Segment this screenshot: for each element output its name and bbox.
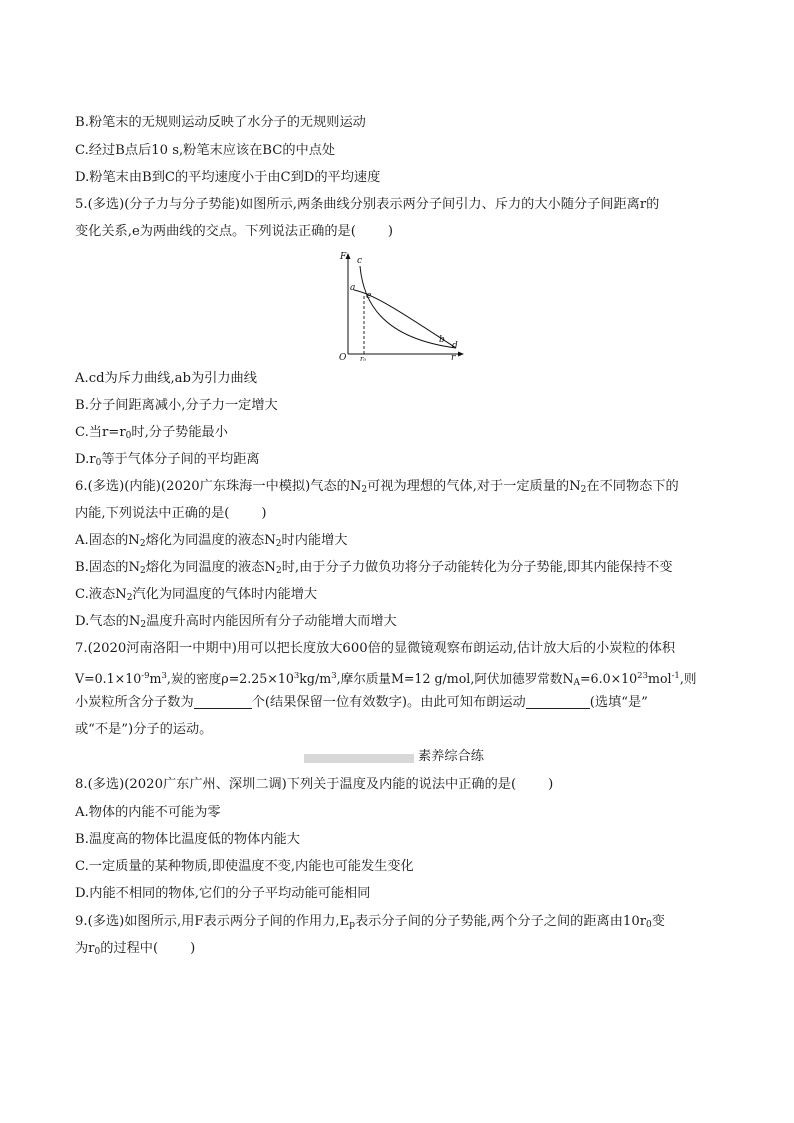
label-r0: r₀ (360, 355, 367, 362)
q6-stem-line2: 内能,下列说法中正确的是( ) (75, 506, 267, 521)
q7-line2: $V=0.1\times 10^{-9}m^3$,炭的密度$\rho=2.25\times 10^3kg/m^3$,摩尔质量M=12 g/mol,阿伏加德罗常数$N_A=6.0\times 10^{23}mol^{-1}$,则 (75, 671, 697, 688)
q5-option-d: $D.r_0$等于气体分子间的平均距离 (75, 452, 260, 468)
force-distance-graph (330, 250, 470, 362)
label-c: c (357, 256, 363, 266)
q5-option-b: B.分子间距离减小,分子力一定增大 (75, 398, 278, 413)
q9-line2: 为$r_0$的过程中( ) (75, 941, 196, 957)
q6-option-c: C.液态$N_2$汽化为同温度的气体时内能增大 (75, 587, 318, 603)
label-b: b (439, 335, 445, 345)
f-axis-arrow (346, 253, 351, 259)
q7-answer-blank-2[interactable] (526, 695, 590, 709)
label-O: O (339, 353, 347, 362)
q8-option-b: B.温度高的物体比温度低的物体内能大 (75, 832, 300, 847)
q8-option-c: C.一定质量的某种物质,即使温度不变,内能也可能发生变化 (75, 859, 414, 874)
q4-option-d: D.粉笔末由B到C的平均速度小于由C到D的平均速度 (75, 170, 381, 185)
q6-option-b: B.固态的$N_2$熔化为同温度的液态$N_2$时,由于分子力做负功将分子动能转化为分子势能,即其内能保持不变 (75, 560, 673, 576)
q8-option-d: D.内能不相同的物体,它们的分子平均动能可能相同 (75, 886, 371, 901)
label-a: a (350, 283, 356, 293)
label-F: F (340, 252, 347, 262)
q4-option-b: B.粉笔末的无规则运动反映了水分子的无规则运动 (75, 115, 366, 130)
q7-answer-blank-1[interactable] (194, 695, 252, 709)
q5-option-c: C.当$r=r_0$时,分子势能最小 (75, 425, 228, 441)
q4-option-c: C.经过B点后10 s,粉笔末应该在BC的中点处 (75, 143, 336, 158)
r-axis-arrow (458, 352, 464, 357)
label-r: r (451, 353, 456, 362)
label-e: e (366, 291, 372, 301)
q8-option-a: A.物体的内能不可能为零 (75, 805, 221, 820)
section-title: 素养综合练 (418, 749, 484, 764)
q9-line1: 9.(多选)如图所示,用F表示两分子间的作用力$,E_p$表示分子间的分子势能,两个分子之间的距离由$10r_0$变 (75, 914, 665, 930)
q6-stem-line1: 6.(多选)(内能)(2020广东珠海一中模拟)气态的$N_2$可视为理想的气体,对于一定质量的$N_2$在不同物态下的 (75, 479, 679, 495)
label-d: d (452, 341, 458, 351)
q5-stem-line1: 5.(多选)(分子力与分子势能)如图所示,两条曲线分别表示两分子间引力、斥力的大小随分子间距离r的 (75, 197, 660, 212)
section-title-bar (304, 754, 414, 763)
q7-line1: 7.(2020河南洛阳一中期中)用可以把长度放大600倍的显微镜观察布朗运动,估计放大后的小炭粒的体积 (75, 641, 676, 656)
q5-stem-line2: 变化关系,e为两曲线的交点。下列说法正确的是( ) (75, 224, 394, 239)
q7-line3: 小炭粒所含分子数为 个(结果保留一位有效数字)。由此可知布朗运动 (选填“是” (75, 695, 648, 710)
q6-option-a: A.固态的$N_2$熔化为同温度的液态$N_2$时内能增大 (75, 533, 348, 549)
q8-stem: 8.(多选)(2020广东广州、深圳二调)下列关于温度及内能的说法中正确的是( ) (75, 777, 554, 792)
q7-line4: 或“不是”)分子的运动。 (75, 722, 213, 737)
q6-option-d: D.气态的$N_2$温度升高时内能因所有分子动能增大而增大 (75, 614, 397, 630)
q5-option-a: A.cd为斥力曲线,ab为引力曲线 (75, 371, 257, 386)
